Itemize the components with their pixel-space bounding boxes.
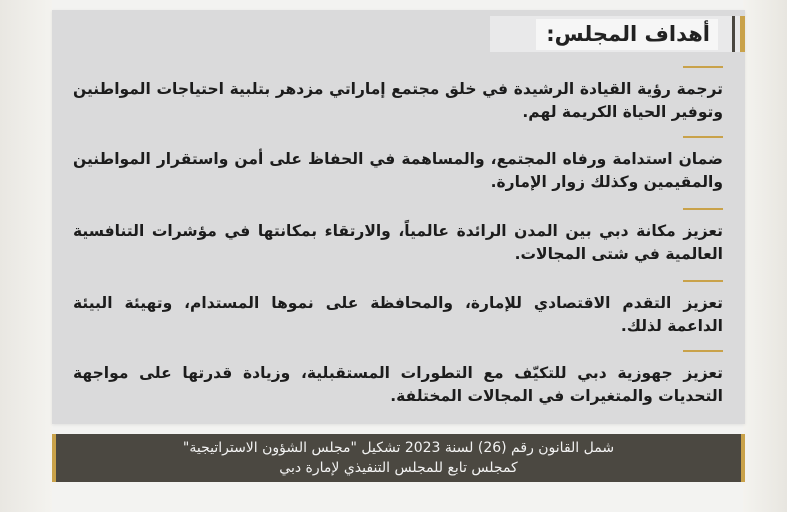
goal-text: تعزيز مكانة دبي بين المدن الرائدة عالمياً، والارتقاء بمكانتها في مؤشرات التنافسية العالمية في شتى المجالات. [73, 222, 723, 263]
goal-text: ترجمة رؤية القيادة الرشيدة في خلق مجتمع إماراتي مزدهر بتلبية احتياجات المواطنين وتوفير الحياة الكريمة لهم. [73, 80, 723, 121]
goal-divider [683, 350, 723, 352]
background-decoration-left [0, 0, 52, 512]
goal-divider [683, 66, 723, 68]
goal-text: تعزيز التقدم الاقتصادي للإمارة، والمحافظة على نموها المستدام، وتهيئة البيئة الداعمة لذلك. [73, 294, 723, 335]
heading-box [490, 16, 745, 52]
goal-divider [683, 136, 723, 138]
footer-line-1: شمل القانون رقم (26) لسنة 2023 تشكيل "مجلس الشؤون الاستراتيجية" [182, 440, 615, 456]
goal-text: ضمان استدامة ورفاه المجتمع، والمساهمة في الحفاظ على أمن واستقرار المواطنين والمقيمين وكذلك زوار الإمارة. [73, 150, 723, 191]
section-title: أهداف المجلس: [536, 19, 718, 50]
footer-band [52, 434, 745, 482]
goal-divider [683, 208, 723, 210]
background-decoration-right [743, 0, 787, 512]
goals-card [52, 10, 745, 424]
goal-divider [683, 280, 723, 282]
goal-text: تعزيز جهوزية دبي للتكيّف مع التطورات المستقبلية، وزيادة قدرتها على مواجهة التحديات والمتغيرات في المجالات المختلفة. [73, 364, 723, 405]
footer-line-2: كمجلس تابع للمجلس التنفيذي لإمارة دبي [279, 460, 518, 476]
